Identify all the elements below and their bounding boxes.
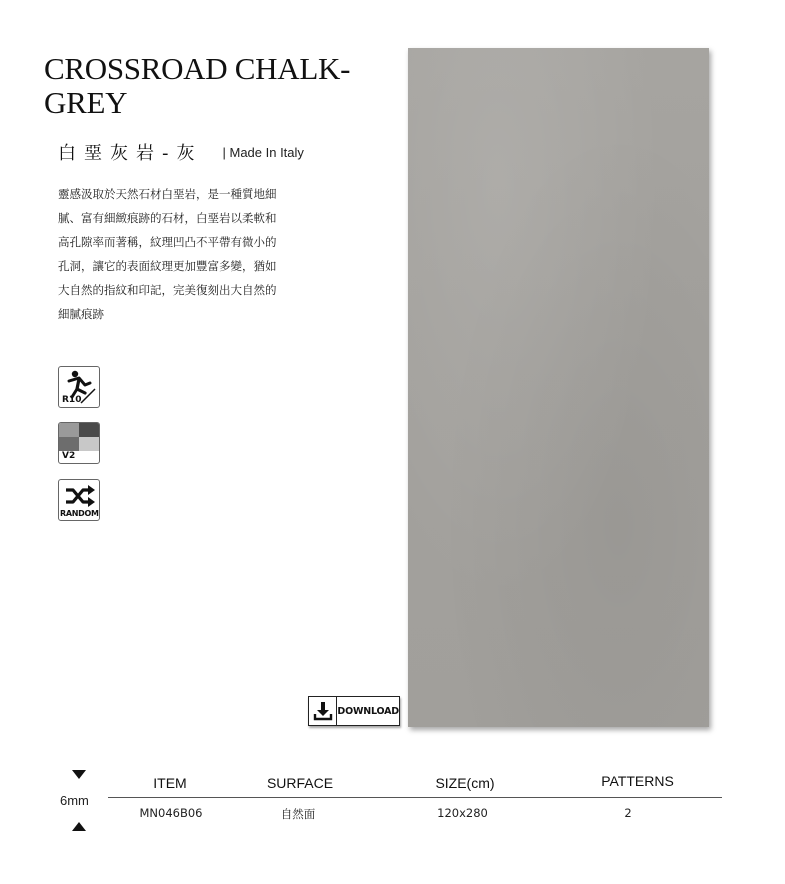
specs-header-item: ITEM xyxy=(153,775,187,791)
download-label: DOWNLOAD xyxy=(337,705,399,717)
description-line: 大自然的指紋和印記，完美復刻出大自然的 xyxy=(58,283,277,297)
specs-header-size: SIZE(cm) xyxy=(435,775,495,791)
product-title-line2: GREY xyxy=(44,85,128,120)
random-pattern-badge xyxy=(58,479,100,521)
specs-size-value: 120x280 xyxy=(437,806,488,820)
specs-patterns-value: 2 xyxy=(624,806,632,820)
origin-label: | Made In Italy xyxy=(222,144,304,160)
specs-header-surface: SURFACE xyxy=(266,775,334,791)
product-title xyxy=(44,52,389,120)
shade-swatch xyxy=(79,423,99,437)
description-line: 細膩痕跡 xyxy=(58,307,104,321)
product-subtitle xyxy=(58,140,304,164)
shade-variation-label: V2 xyxy=(62,451,76,461)
shade-swatch xyxy=(59,437,79,451)
download-icon xyxy=(309,697,337,725)
specs-divider xyxy=(108,797,722,798)
shade-swatch xyxy=(79,437,99,451)
slip-rating-label: R10 xyxy=(62,395,82,405)
specs-surface-value: 自然面 xyxy=(280,807,316,821)
thickness-value: 6mm xyxy=(60,793,89,808)
slip-resistance-badge xyxy=(58,366,100,408)
shade-variation-icon xyxy=(59,423,99,451)
product-description xyxy=(58,182,310,326)
description-line: 孔洞，讓它的表面紋理更加豐富多變，猶如 xyxy=(58,259,277,273)
specs-header-patterns: PATTERNS xyxy=(601,773,674,789)
arrow-up-icon xyxy=(72,822,86,831)
shade-variation-badge xyxy=(58,422,100,464)
description-line: 靈感汲取於天然石材白堊岩，是一種質地細 xyxy=(58,187,277,201)
thickness-indicator xyxy=(58,766,98,834)
product-name-chinese: 白堊灰岩-灰 xyxy=(58,143,203,164)
product-title-line1: CROSSROAD CHALK- xyxy=(44,51,351,86)
random-label: RANDOM xyxy=(60,509,99,518)
shade-swatch xyxy=(59,423,79,437)
tile-preview-image xyxy=(408,48,709,727)
arrow-down-icon xyxy=(72,770,86,779)
specs-item-value: MN046B06 xyxy=(139,806,203,820)
description-line: 高孔隙率而著稱，紋理凹凸不平帶有微小的 xyxy=(58,235,277,249)
shuffle-icon xyxy=(59,481,99,511)
description-line: 膩、富有細緻痕跡的石材，白堊岩以柔軟和 xyxy=(58,211,277,225)
download-button[interactable] xyxy=(308,696,400,726)
